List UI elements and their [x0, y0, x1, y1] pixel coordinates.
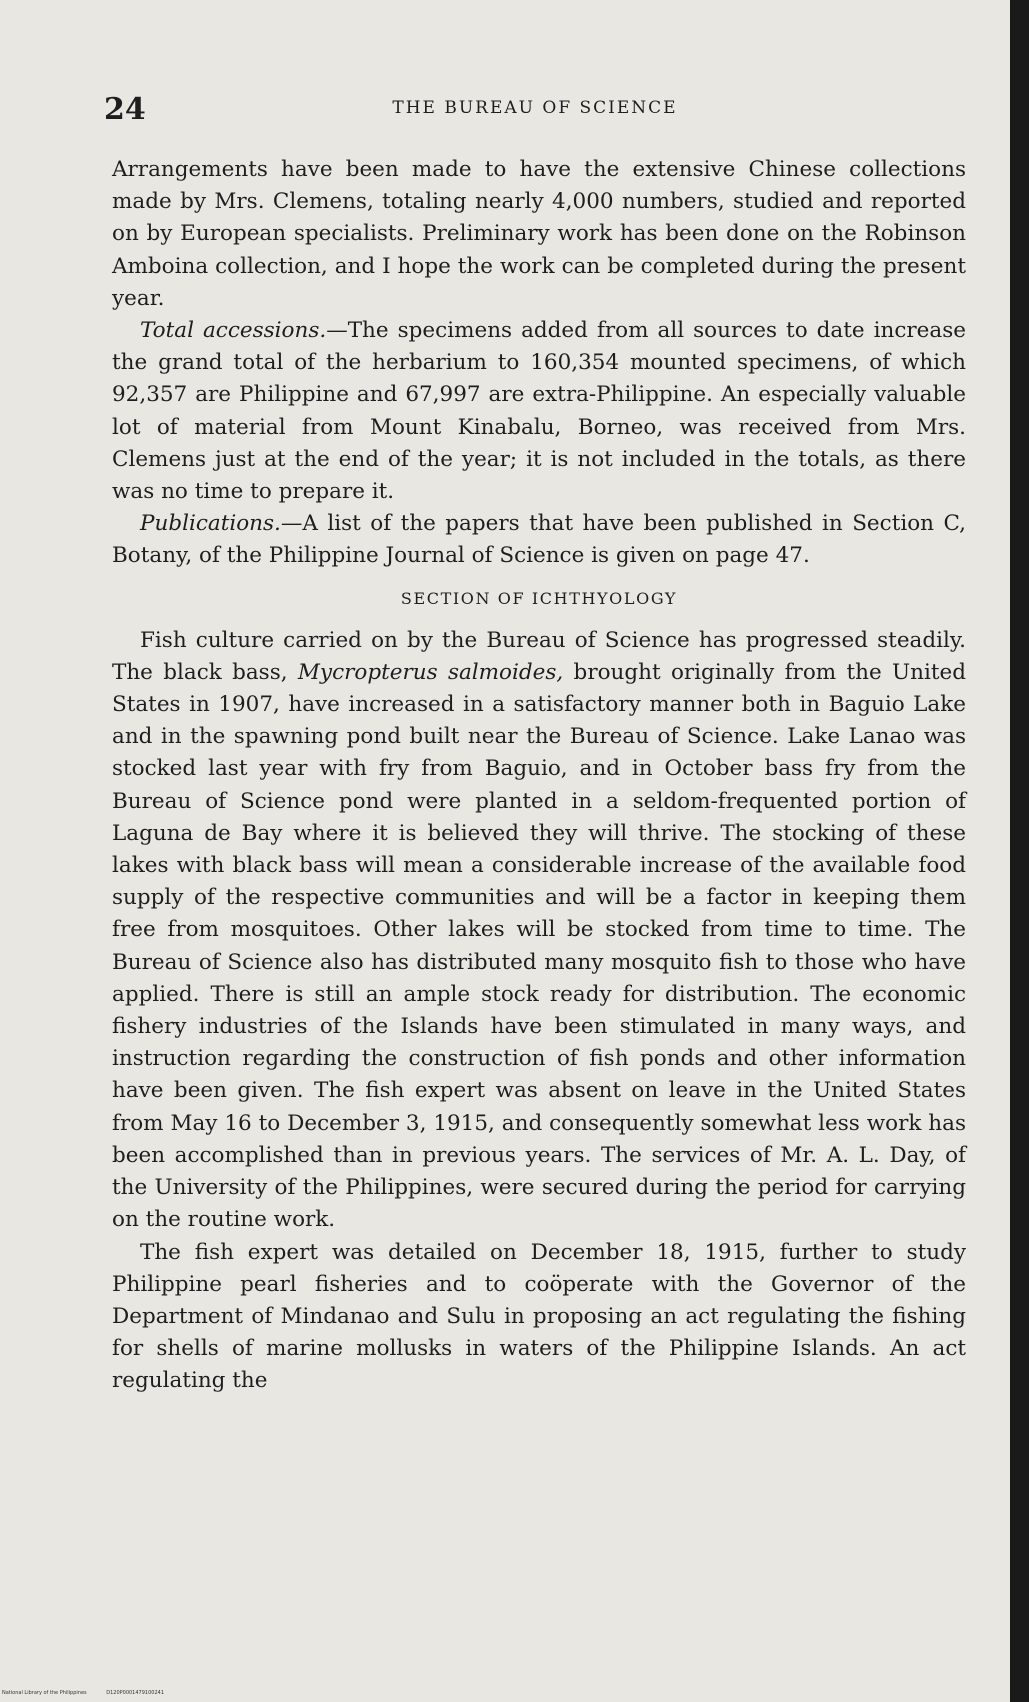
run-in-heading-total-accessions: Total accessions. [140, 318, 327, 344]
species-name: Mycropterus salmoides, [297, 659, 564, 685]
paragraph-fish-culture-text-b: brought originally from the United States in 1907, have increased in a satisfactory manner both in Baguio Lake and in the spawning pond built near the Bureau of Science. Lake Lanao was stocked last year with fry from Baguio, and in October bass fry from the Bureau of Science pond were planted in a seldom-frequented portion of Laguna de Bay where it is believed they will thrive. The stocking of these lakes with black bass will mean a considerable increase of the available food supply of the respective communities and will be a factor in keeping them free from mosquitoes. Other lakes will be stocked from time to time. The Bureau of Science also has distributed many mosquito fish to those who have applied. There is still an ample stock ready for distribution. The economic fishery industries of the Islands have been stimulated in many ways, and instruction regarding the construction of fish ponds and other information have been given. The fish expert was absent on leave in the United States from May 16 to December 3, 1915, and consequently somewhat less work has been accomplished than in previous years. The services of Mr. A. L. Day, of the University of the Philippines, were secured during the period for carrying on the routine work. [112, 659, 966, 1233]
paragraph-total-accessions-text: —The specimens added from all sources to date increase the grand total of the herbarium to 160,354 mounted specimens, of which 92,357 are Philippine and 67,997 are extra-Philippine. An especially valuable lot of material from Mount Kinabalu, Borneo, was received from Mrs. Clemens just at the end of the year; it is not included in the totals, as there was no time to prepare it. [112, 318, 966, 505]
footer-identifier: D120P0001479100241 [106, 1690, 164, 1696]
section-heading-ichthyology: SECTION OF ICHTHYOLOGY [400, 588, 678, 608]
scan-footer [2, 1690, 182, 1696]
paragraph-chinese-collections: Arrangements have been made to have the extensive Chinese collections made by Mrs. Clemens, totaling nearly 4,000 numbers, studied and reported on by European specialists. Preliminary work has been done on the Robinson Amboina collection, and I hope the work can be completed during the present year. [112, 157, 966, 311]
page-number: 24 [104, 92, 146, 127]
running-head: THE BUREAU OF SCIENCE [392, 98, 678, 118]
run-in-heading-publications: Publications. [140, 511, 281, 537]
paragraph-fish-culture-text-a: Fish culture carried on by the Bureau of Science has progressed steadily. The black bass, [112, 627, 966, 685]
footer-source: National Library of the Philippines [2, 1690, 87, 1696]
paragraph-fish-culture [112, 625, 966, 1237]
body-text [112, 154, 966, 1398]
page-header [104, 92, 966, 132]
paragraph-publications-text: —A list of the papers that have been published in Section C, Botany, of the Philippine Journal of Science is given on page 47. [112, 511, 966, 569]
paragraph-total-accessions [112, 315, 966, 508]
paragraph-pearl-fisheries: The fish expert was detailed on December 18, 1915, further to study Philippine pearl fisheries and to coöperate with the Governor of the Department of Mindanao and Sulu in proposing an act regulating the fishing for shells of marine mollusks in waters of the Philippine Islands. An act regulating the [112, 1239, 966, 1394]
scan-edge-border [1010, 0, 1029, 1702]
paragraph-publications [112, 508, 966, 572]
